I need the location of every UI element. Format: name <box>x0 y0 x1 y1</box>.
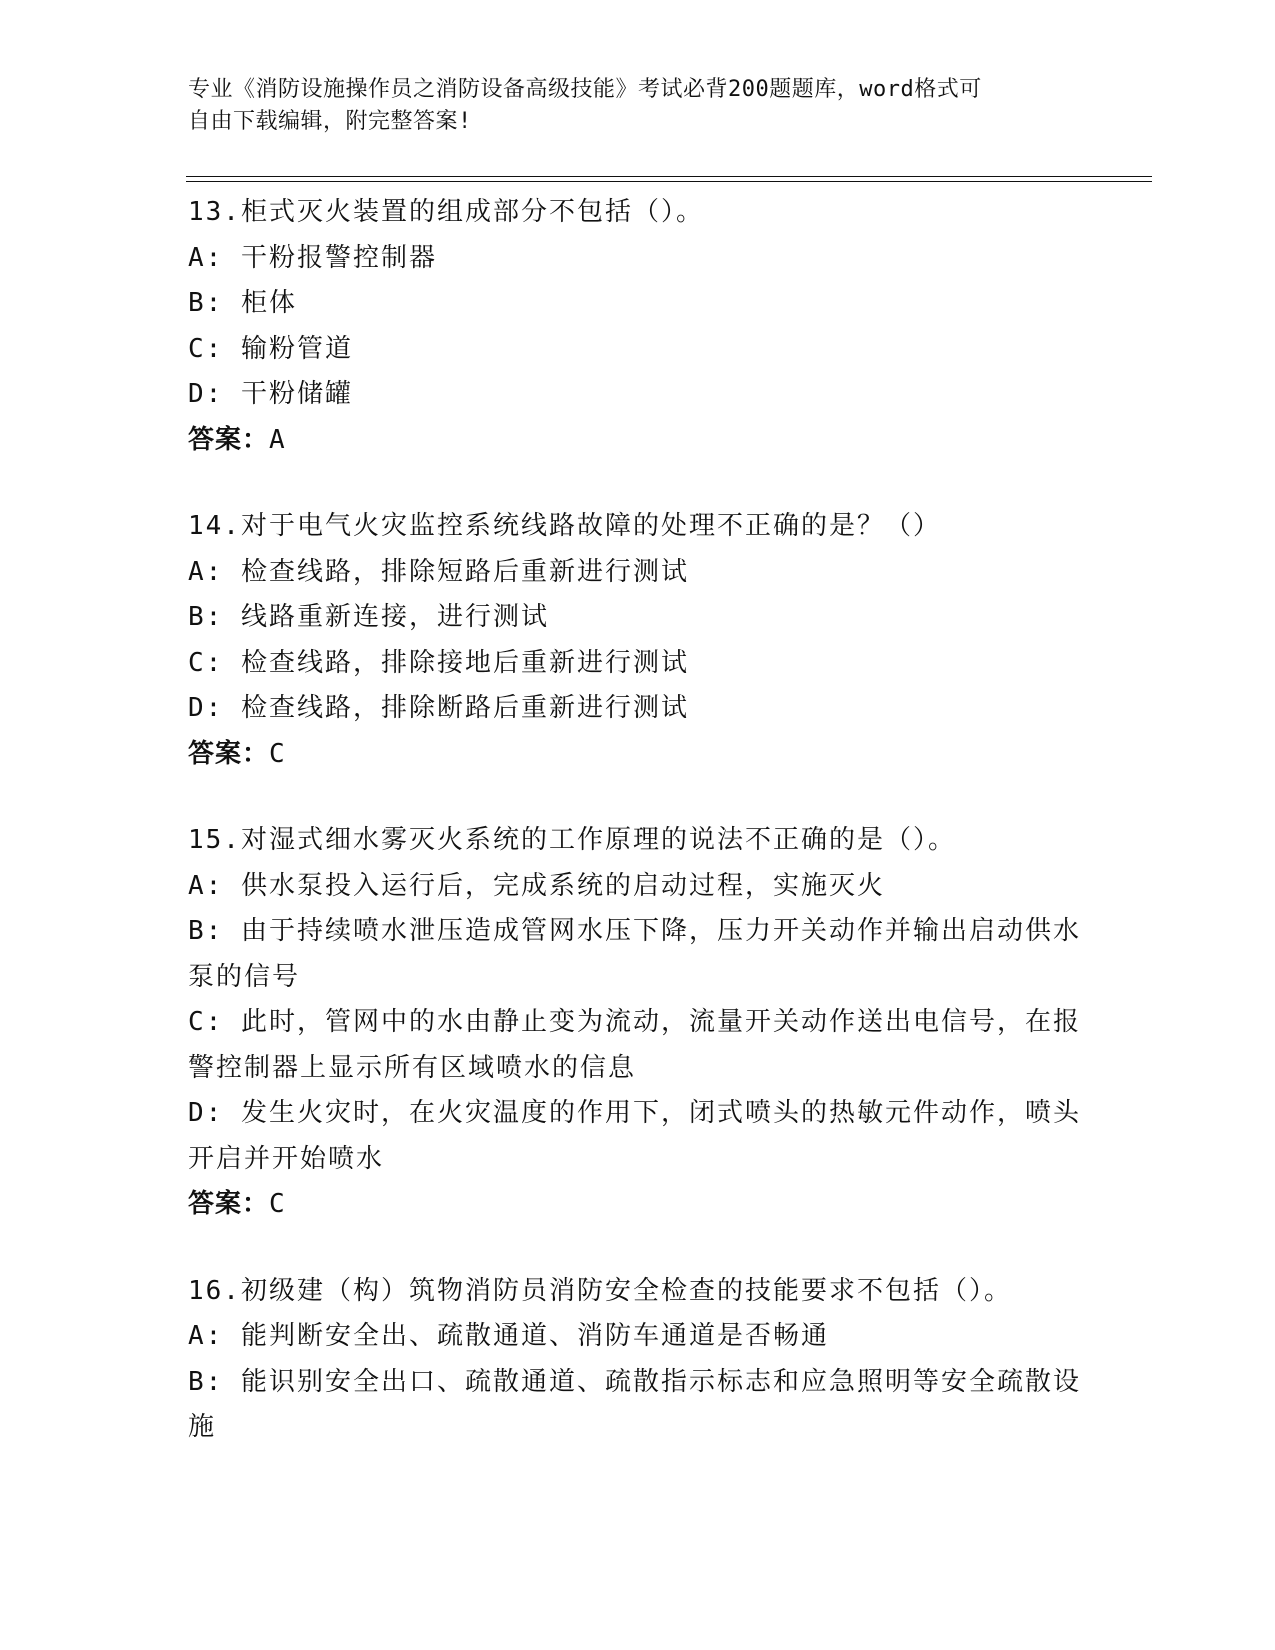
question-16 <box>188 1269 1088 1451</box>
question-stem: 14.对于电气火灾监控系统线路故障的处理不正确的是？（） <box>188 511 941 541</box>
question-stem: 13.柜式灭火装置的组成部分不包括（）。 <box>188 197 704 227</box>
option-d: D: 检查线路，排除断路后重新进行测试 <box>188 693 689 723</box>
answer-label: 答案： <box>188 1189 270 1219</box>
option-b: B: 能识别安全出口、疏散通道、疏散指示标志和应急照明等安全疏散设施 <box>188 1366 1081 1442</box>
question-stem: 16.初级建（构）筑物消防员消防安全检查的技能要求不包括（）。 <box>188 1275 1012 1306</box>
answer-value: C <box>269 738 286 769</box>
option-b: B: 由于持续喷水泄压造成管网水压下降，压力开关动作并输出启动供水泵的信号 <box>188 916 1081 992</box>
question-15 <box>188 818 1088 1228</box>
option-a: A: 检查线路，排除短路后重新进行测试 <box>188 556 689 587</box>
option-c: C: 输粉管道 <box>188 333 353 364</box>
answer-line <box>188 418 1088 464</box>
header-divider-bottom <box>186 181 1152 182</box>
header-divider-top <box>186 176 1152 177</box>
option-c: C: 检查线路，排除接地后重新进行测试 <box>188 647 689 678</box>
question-stem: 15.对湿式细水雾灭火系统的工作原理的说法不正确的是（）。 <box>188 825 956 855</box>
answer-value: A <box>269 424 286 455</box>
option-a: A: 供水泵投入运行后，完成系统的启动过程，实施灭火 <box>188 870 885 901</box>
answer-label: 答案： <box>188 738 270 769</box>
option-d: D: 发生火灾时，在火灾温度的作用下，闭式喷头的热敏元件动作，喷头开启并开始喷水 <box>188 1098 1081 1174</box>
option-d: D: 干粉储罐 <box>188 379 353 409</box>
option-a: A: 干粉报警控制器 <box>188 242 437 273</box>
answer-label: 答案： <box>188 424 270 455</box>
header-line-2: 自由下载编辑，附完整答案! <box>188 109 472 134</box>
question-14 <box>188 504 1088 777</box>
question-13 <box>188 190 1088 463</box>
question-list <box>188 190 1088 1492</box>
option-a: A: 能判断安全出、疏散通道、消防车通道是否畅通 <box>188 1321 829 1351</box>
option-b: B: 线路重新连接，进行测试 <box>188 602 549 632</box>
answer-line <box>188 732 1088 778</box>
document-header <box>188 74 1068 138</box>
answer-value: C <box>269 1189 286 1219</box>
option-b: B: 柜体 <box>188 288 297 318</box>
option-c: C: 此时，管网中的水由静止变为流动，流量开关动作送出电信号，在报警控制器上显示所有区域喷水的信息 <box>188 1007 1081 1083</box>
header-line-1: 专业《消防设施操作员之消防设备高级技能》考试必背200题题库，word格式可 <box>188 77 982 102</box>
answer-line <box>188 1182 1088 1228</box>
